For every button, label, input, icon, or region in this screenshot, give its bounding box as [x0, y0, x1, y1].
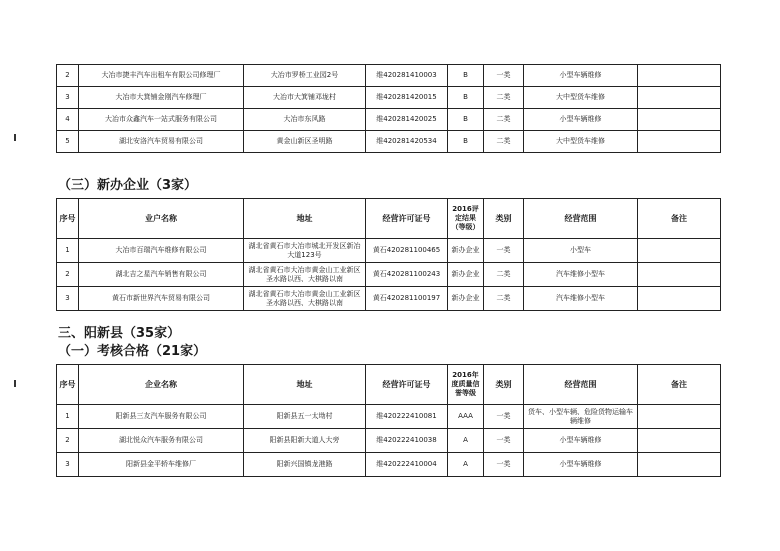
cell-name: 大冶市捷丰汽车出租车有限公司修理厂 — [79, 65, 244, 87]
cell-name: 大冶市大箕铺金刚汽车修理厂 — [79, 87, 244, 109]
header-cat: 类别 — [484, 199, 524, 239]
cell-addr: 大冶市罗桥工业园2号 — [244, 65, 366, 87]
cell-cat: 一类 — [484, 453, 524, 477]
header-name: 企业名称 — [79, 365, 244, 405]
cell-grade: B — [448, 65, 484, 87]
cell-license: 维420222410004 — [366, 453, 448, 477]
header-no: 序号 — [57, 365, 79, 405]
cell-addr: 阳新县阳新大道人大旁 — [244, 429, 366, 453]
cell-name: 黄石市新世界汽车贸易有限公司 — [79, 287, 244, 311]
table-continued — [56, 64, 721, 153]
table-row — [57, 131, 721, 153]
header-scope: 经营范围 — [524, 365, 638, 405]
cell-scope: 小型车辆维修 — [524, 453, 638, 477]
cell-no: 2 — [57, 429, 79, 453]
header-grade: 2016年度质量信誉等级 — [448, 365, 484, 405]
cell-grade: 新办企业 — [448, 239, 484, 263]
cell-grade: B — [448, 109, 484, 131]
cell-note — [638, 131, 721, 153]
cell-license: 黄石420281100197 — [366, 287, 448, 311]
cell-scope: 小型车辆维修 — [524, 109, 638, 131]
table-row — [57, 65, 721, 87]
cell-cat: 二类 — [484, 287, 524, 311]
header-no: 序号 — [57, 199, 79, 239]
cell-cat: 二类 — [484, 263, 524, 287]
cell-cat: 二类 — [484, 87, 524, 109]
cell-addr: 黄金山新区圣明路 — [244, 131, 366, 153]
cell-no: 5 — [57, 131, 79, 153]
header-name: 业户名称 — [79, 199, 244, 239]
header-grade: 2016评定结果（等级） — [448, 199, 484, 239]
cell-addr: 湖北省黄石市大冶市黄金山工业新区圣水路以西、大棋路以南 — [244, 263, 366, 287]
cell-note — [638, 287, 721, 311]
cell-name: 湖北吉之星汽车销售有限公司 — [79, 263, 244, 287]
cell-name: 阳新县金平轿车维修厂 — [79, 453, 244, 477]
cell-addr: 湖北省黄石市大冶市城北开发区新冶大道123号 — [244, 239, 366, 263]
table-row — [57, 239, 721, 263]
subsection-heading-qualified: （一）考核合格（21家） — [58, 344, 207, 359]
scan-mark — [14, 380, 16, 387]
cell-cat: 一类 — [484, 239, 524, 263]
cell-license: 维420222410081 — [366, 405, 448, 429]
cell-addr: 阳新兴国镇龙港路 — [244, 453, 366, 477]
cell-license: 黄石420281100465 — [366, 239, 448, 263]
cell-grade: B — [448, 87, 484, 109]
cell-license: 黄石420281100243 — [366, 263, 448, 287]
cell-name: 湖北安洛汽车贸易有限公司 — [79, 131, 244, 153]
header-note: 备注 — [638, 199, 721, 239]
cell-cat: 二类 — [484, 109, 524, 131]
header-scope: 经营范围 — [524, 199, 638, 239]
scan-mark — [14, 134, 16, 141]
cell-note — [638, 263, 721, 287]
cell-name: 大冶市众鑫汽车一站式服务有限公司 — [79, 109, 244, 131]
cell-no: 3 — [57, 87, 79, 109]
cell-scope: 小型车辆维修 — [524, 429, 638, 453]
cell-note — [638, 65, 721, 87]
cell-license: 维420281410003 — [366, 65, 448, 87]
cell-no: 4 — [57, 109, 79, 131]
cell-scope: 小型车辆维修 — [524, 65, 638, 87]
cell-grade: B — [448, 131, 484, 153]
table-row — [57, 453, 721, 477]
cell-addr: 湖北省黄石市大冶市黄金山工业新区圣水路以西、大棋路以南 — [244, 287, 366, 311]
cell-scope: 大中型货车维修 — [524, 131, 638, 153]
section-heading-county: 三、阳新县（35家） — [58, 326, 181, 341]
cell-no: 2 — [57, 65, 79, 87]
section-heading-new-enterprises: （三）新办企业（3家） — [58, 178, 198, 193]
header-cat: 类别 — [484, 365, 524, 405]
cell-cat: 二类 — [484, 131, 524, 153]
cell-scope: 大中型货车维修 — [524, 87, 638, 109]
cell-grade: A — [448, 429, 484, 453]
cell-name: 大冶市百瑞汽车维修有限公司 — [79, 239, 244, 263]
header-note: 备注 — [638, 365, 721, 405]
table-row — [57, 87, 721, 109]
table-row — [57, 263, 721, 287]
cell-grade: A — [448, 453, 484, 477]
cell-note — [638, 405, 721, 429]
cell-license: 维420222410038 — [366, 429, 448, 453]
cell-grade: 新办企业 — [448, 287, 484, 311]
cell-note — [638, 109, 721, 131]
cell-addr: 大冶市大箕铺邓垅村 — [244, 87, 366, 109]
header-addr: 地址 — [244, 365, 366, 405]
table-new-enterprises — [56, 198, 721, 311]
cell-cat: 一类 — [484, 429, 524, 453]
cell-grade: 新办企业 — [448, 263, 484, 287]
header-license: 经营许可证号 — [366, 365, 448, 405]
cell-no: 3 — [57, 287, 79, 311]
table-header-row — [57, 199, 721, 239]
cell-scope: 小型车 — [524, 239, 638, 263]
cell-license: 维420281420534 — [366, 131, 448, 153]
cell-scope: 汽车维修小型车 — [524, 287, 638, 311]
cell-cat: 一类 — [484, 65, 524, 87]
table-header-row — [57, 365, 721, 405]
cell-name: 湖北悦众汽车服务有限公司 — [79, 429, 244, 453]
cell-addr: 大冶市东风路 — [244, 109, 366, 131]
table-row — [57, 287, 721, 311]
cell-note — [638, 239, 721, 263]
header-license: 经营许可证号 — [366, 199, 448, 239]
cell-scope: 汽车维修小型车 — [524, 263, 638, 287]
cell-no: 3 — [57, 453, 79, 477]
cell-cat: 一类 — [484, 405, 524, 429]
table-row — [57, 405, 721, 429]
cell-note — [638, 87, 721, 109]
cell-no: 1 — [57, 405, 79, 429]
cell-no: 2 — [57, 263, 79, 287]
cell-license: 维420281420025 — [366, 109, 448, 131]
cell-name: 阳新县三友汽车服务有限公司 — [79, 405, 244, 429]
table-row — [57, 429, 721, 453]
cell-addr: 阳新县五一太坳村 — [244, 405, 366, 429]
cell-no: 1 — [57, 239, 79, 263]
table-row — [57, 109, 721, 131]
table-qualified — [56, 364, 721, 477]
cell-license: 维420281420015 — [366, 87, 448, 109]
cell-scope: 货车、小型车辆、危险货物运输车辆维修 — [524, 405, 638, 429]
cell-note — [638, 453, 721, 477]
cell-grade: AAA — [448, 405, 484, 429]
cell-note — [638, 429, 721, 453]
header-addr: 地址 — [244, 199, 366, 239]
